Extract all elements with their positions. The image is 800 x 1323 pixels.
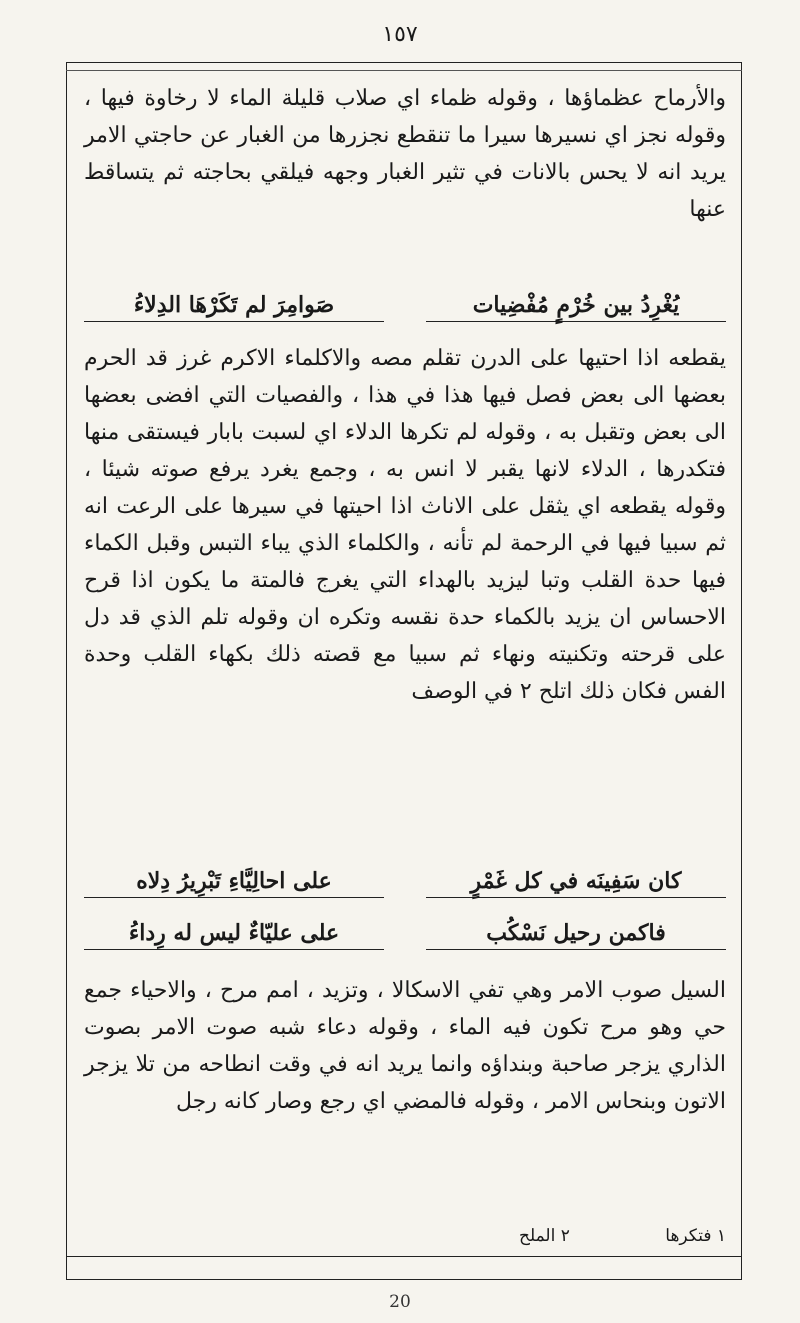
verse-2-right-hemistich: كان سَفِينَه في كل غَمْرٍ — [426, 868, 726, 898]
page-number-bottom: 20 — [389, 1292, 411, 1312]
verse-1-left-hemistich: صَوامِرَ لم تَكَرْهَا الدِلاءُ — [84, 292, 384, 322]
paragraph-2-text: يقطعه اذا احتيها على الدرن تقلم مصه والاكلماء الاكرم غرز قد الحرم بعضها الى بعض فصل فيها هذا في هذا ، والفصيات التي افضى بعضها الى بعض وتقبل به ، وقوله لم تكرها الدلاء اي لسبت بابار فيستقى منها فتكدرها ، الدلاء لانها يقبر لا انس به ، وجمع يغرد يرفع صوته شيئا ، وقوله يقطعه اي يثقل على الاناث اذا احيتها في سيرها على الرعت انه ثم سبيا فيها في الرحمة لم تأنه ، والكلماء الذي يباء التبس وقبل الكماء فيها حدة القلب وتبا ليزيد بالهداء التي يغرج فالمتة ما يكون اذا قرح الاحساس ان يزيد بالكماء حدة نقسه وتكره ان وقوله تلم الذي قد دل على قرحته وتكنيته ونهاء ثم سبيا مع قصته ذلك بكهاء القلب وحدة الفس فكان ذلك اتلح ٢ في الوصف — [84, 346, 726, 704]
footnote-rule — [66, 1256, 742, 1257]
paragraph-2 — [84, 340, 726, 710]
paragraph-1 — [84, 80, 726, 228]
verse-1 — [84, 292, 726, 322]
paragraph-3-text: السيل صوب الامر وهي تفي الاسكالا ، وتزيد ، امم مرح ، والاحياء جمع حي وهو مرح تكون فيه الماء ، وقوله دعاء شبه صوت الامر بصوت الذاري يزجر صاحبة وبنداؤه وانما يريد انه في وقت انطاحه من تلا يزجر الاتون وبنحاس الامر ، وقوله فالمضي اي رجع وصار كانه رجل — [84, 978, 726, 1114]
verse-3-right-hemistich: فاكمن رحيل نَسْكُب — [426, 920, 726, 950]
verse-2 — [84, 868, 726, 898]
verse-1-right-hemistich: يُغْرِدُ بين خُرْمٍ مُفْضِيات — [426, 292, 726, 322]
verse-2-left-hemistich: على احالِيَّاءِ تَبْرِيرُ دِلاه — [84, 868, 384, 898]
footnote-1: ١ فتكرها — [665, 1226, 726, 1246]
verse-3 — [84, 920, 726, 950]
frame-top-rule — [66, 70, 742, 71]
page-number-top: ١٥٧ — [382, 22, 418, 47]
footnote-2: ٢ الملح — [518, 1226, 570, 1246]
paragraph-1-text: والأرماح عظماؤها ، وقوله ظماء اي صلاب قليلة الماء لا رخاوة فيها ، وقوله نجز اي نسيرها سيرا ما تنقطع نجزرها من الغبار عن حاجتي الامر يريد انه لا يحس بالانات في تثير الغبار وجهه فيلقي بحاجته ثم يتساقط عنها — [84, 86, 726, 222]
verse-3-left-hemistich: على عليّاءٌ ليس له رِداءُ — [84, 920, 384, 950]
paragraph-3 — [84, 972, 726, 1120]
footnotes — [84, 1226, 726, 1246]
